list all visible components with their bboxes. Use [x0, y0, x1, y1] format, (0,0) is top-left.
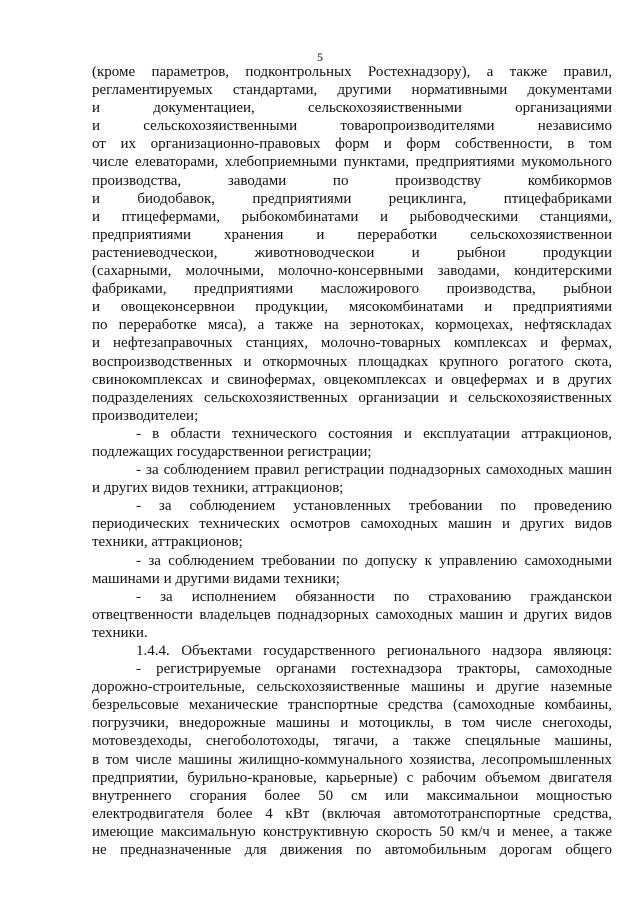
text-line: дорожно-строительные, сельскохозяиственные машины и другие наземные [92, 679, 612, 696]
text-line: предприятии, бурильно-крановые, карьерные) с рабочим объемом двигателя [92, 769, 612, 786]
text-line: воспроизводственных и откормочных площадках крупного рогатого скота, [92, 353, 612, 370]
text-line: (сахарными, молочными, молочно-консервными заводами, кондитерскими [92, 263, 612, 280]
text-line: внутреннего сгорания более 50 см или максимальнои мощностью [92, 787, 612, 804]
text-line: техники, аттракционов; [92, 534, 243, 551]
text-line: подлежащих государственнои регистрации; [92, 443, 372, 460]
text-line: и биодобавок, предприятиями рециклинга, птицефабриками [92, 190, 612, 207]
text-line: периодических технических осмотров самоходных машин и других видов [92, 516, 612, 533]
text-line: безрельсовые механические транспортные средства (самоходные комбаины, [92, 697, 612, 714]
text-line: - регистрируемые органами гостехнадзора тракторы, самоходные [136, 661, 612, 678]
text-line: от их организационно-правовых форм и форм собственности, в том [92, 136, 612, 153]
text-line: отвецтвенности владельцев поднадзорных самоходных машин и других видов [92, 606, 612, 623]
text-line: (кроме параметров, подконтрольных Ростехнадзору), а также правил, [92, 64, 612, 80]
text-line: - в области технического состояния и експлуатации аттракционов, [136, 425, 612, 442]
text-line: и нефтезаправочных станциях, молочно-товарных комплексах и фермах, [92, 335, 612, 352]
text-line: машинами и другими видами техники; [92, 570, 340, 587]
text-line: погрузчики, внедорожные машины и мотоциклы, в том числе снегоходы, [92, 715, 612, 732]
text-line: фабриками, предприятиями масложирового производства, рыбнои [92, 281, 612, 298]
text-line: свинокомплексах и свинофермах, овцекомплексах и овцефермах и в других [92, 371, 612, 388]
text-line: регламентируемых стандартами, другими нормативными документами [92, 82, 612, 99]
text-line: - за соблюдением правил регистрации поднадзорных самоходных машин [136, 462, 612, 479]
text-line: и документациеи, сельскохозяиственными организациями [92, 100, 612, 117]
text-line: предприятиями хранения и переработки сельскохозяиственнои [92, 226, 612, 243]
text-line: мотовездеходы, снегоболотоходы, тягачи, а также спецяльные машины, [92, 733, 612, 750]
text-line: и сельскохозяиственными товаропроизводителями независимо [92, 118, 612, 135]
text-line: и других видов техники, аттракционов; [92, 480, 344, 497]
text-line: - за соблюдением требовании по допуску к управлению самоходными [136, 552, 612, 569]
text-line: в том числе машины жилищно-коммунального хозяиства, лесопромышленных [92, 751, 612, 768]
text-line: имеющие максимальную конструктивную скорость 50 км/ч и менее, а также [92, 823, 612, 840]
text-line: производителеи; [92, 407, 199, 424]
text-line: - за исполнением обязанности по страхованию гражданскои [136, 588, 612, 605]
text-line: подразделениях сельскохозяиственных организации и сельскохозяиственных [92, 389, 612, 406]
text-line: растениеводческои, животноводческои и рыбнои продукции [92, 244, 612, 261]
text-line: не предназначенные для движения по автомобильным дорогам общего [92, 842, 612, 859]
text-line: и птицефермами, рыбокомбинатами и рыбоводческими станциями, [92, 208, 612, 225]
text-line: техники. [92, 624, 148, 641]
text-line: - за соблюдением установленных требовании по проведению [136, 498, 612, 515]
page-number: 5 [317, 50, 323, 64]
text-line: производства, заводами по производству комбикормов [92, 172, 612, 189]
text-line: числе елеваторами, хлебоприемными пунктами, предприятиями мукомольного [92, 154, 612, 171]
document-body [92, 63, 612, 859]
text-line: 1.4.4. Объектами государственного регионального надзора являюця: [136, 643, 612, 659]
text-line: по переработке мяса), а также на зернотоках, кормоцехах, нефтяскладах [92, 317, 612, 334]
text-line: електродвигателя более 4 кВт (включая автомототранспортные средства, [92, 805, 612, 822]
text-line: и овощеконсервнои продукции, мясокомбинатами и предприятиями [92, 299, 612, 316]
